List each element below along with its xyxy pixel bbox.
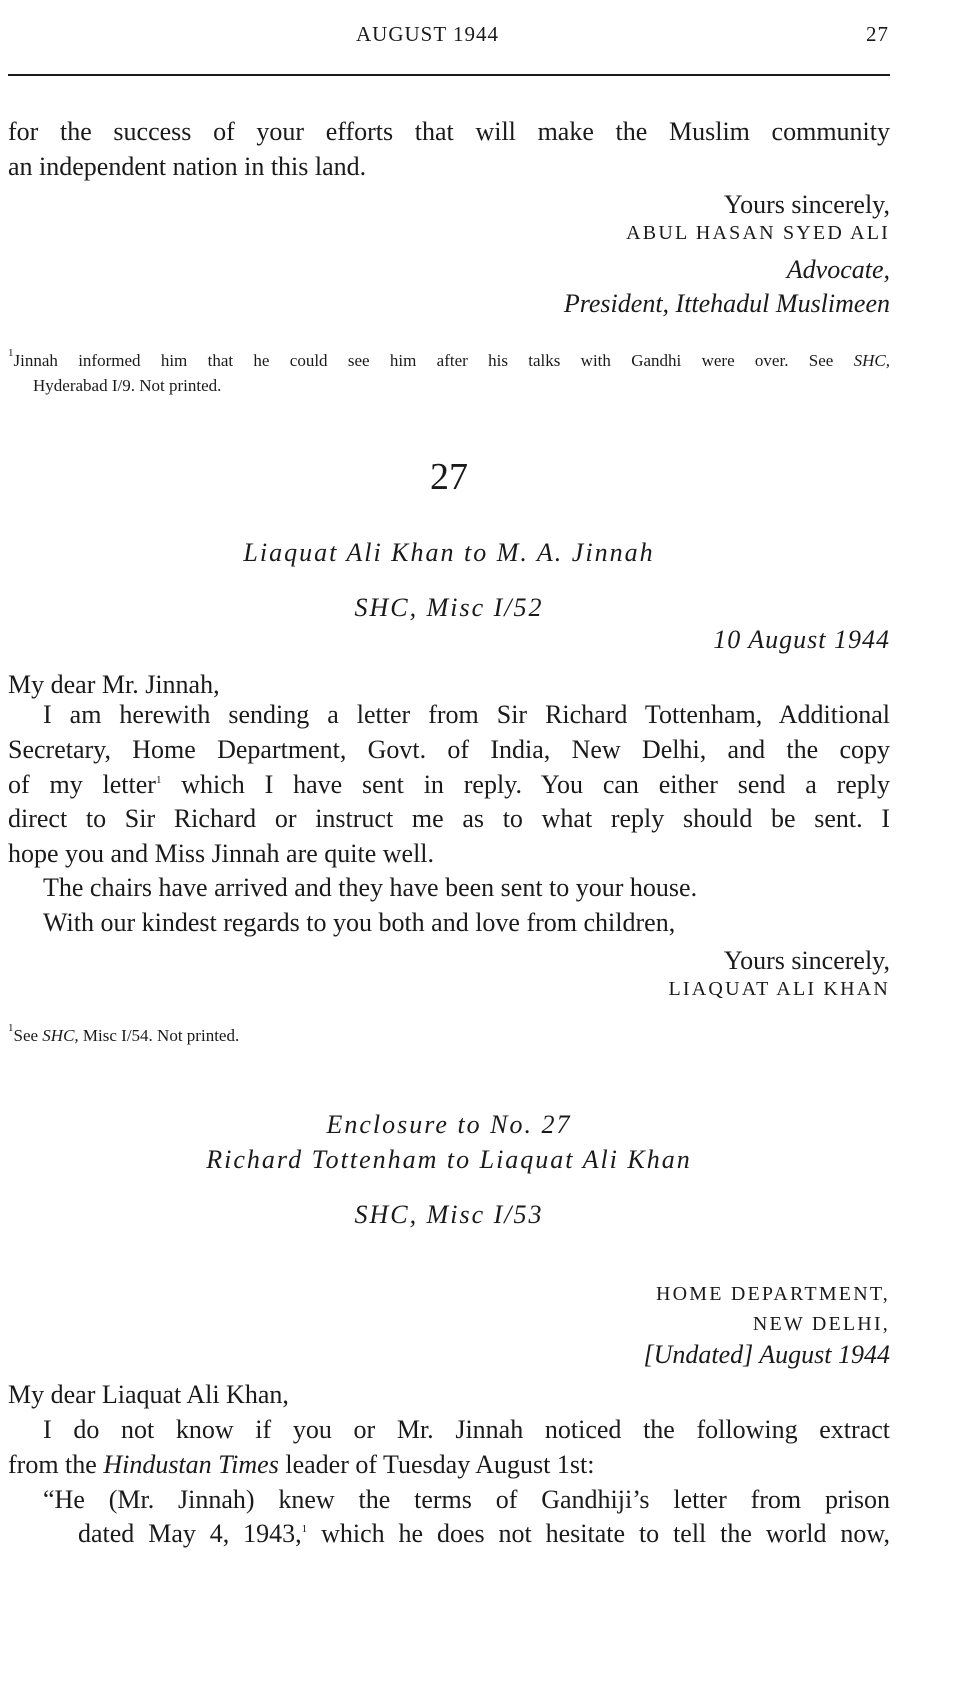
footnote-marker: 1	[301, 1523, 308, 1535]
page-number: 27	[866, 22, 889, 46]
body-line: I am herewith sending a letter from Sir Richard Tottenham, Additional	[43, 700, 890, 729]
salutation: My dear Liaquat Ali Khan,	[8, 1380, 289, 1409]
footnote-marker: 1	[155, 774, 162, 786]
body-text: of my letter	[8, 770, 156, 799]
footnote-ref: SHC,	[853, 351, 890, 370]
body-line: direct to Sir Richard or instruct me as to what reply should be sent. I	[8, 804, 890, 833]
document-title: Liaquat Ali Khan to M. A. Jinnah	[243, 538, 655, 567]
signatory-title: Advocate,	[786, 255, 890, 284]
quote-line	[78, 1516, 890, 1551]
footnote	[8, 1022, 240, 1047]
signatory: ABUL HASAN SYED ALI	[626, 222, 890, 244]
address-line: HOME DEPARTMENT,	[655, 1283, 890, 1305]
header-rule	[8, 74, 890, 76]
footnote-ref: SHC,	[42, 1026, 79, 1045]
enclosure-title: Richard Tottenham to Liaquat Ali Khan	[206, 1145, 692, 1174]
footnote-marker: 1	[8, 347, 14, 359]
date-undated: [Undated]	[643, 1340, 754, 1369]
footnote	[8, 347, 890, 372]
date-month: August 1944	[753, 1340, 890, 1369]
body-line: The chairs have arrived and they have been sent to your house.	[43, 873, 698, 902]
body-text: which he does not hesitate to tell the world now,	[307, 1519, 890, 1548]
enclosure-heading: Enclosure to No. 27	[326, 1110, 572, 1139]
body-line: hope you and Miss Jinnah are quite well.	[8, 839, 435, 868]
enclosure-source: SHC, Misc I/53	[354, 1200, 544, 1229]
body-text: which I have sent in reply. You can either send a reply	[161, 770, 890, 799]
running-header-title: AUGUST 1944	[356, 22, 500, 46]
signatory: LIAQUAT ALI KHAN	[668, 978, 890, 1000]
address-line: NEW DELHI,	[752, 1313, 890, 1335]
document-number: 27	[430, 456, 468, 498]
body-line: I do not know if you or Mr. Jinnah noticed the following extract	[43, 1415, 890, 1444]
body-line	[8, 1447, 594, 1482]
footnote-text: Misc I/54. Not printed.	[78, 1026, 240, 1045]
body-line: for the success of your efforts that will make the Muslim community	[8, 117, 890, 146]
footnote-text: Jinnah informed him that he could see him after his talks with Gandhi were over. See	[13, 351, 854, 370]
enclosure-date	[643, 1337, 890, 1372]
body-line: an independent nation in this land.	[8, 152, 367, 181]
body-text: dated May 4, 1943,	[78, 1519, 302, 1548]
document-date: 10 August 1944	[713, 625, 890, 654]
body-text: from the	[8, 1450, 104, 1479]
body-line	[8, 767, 890, 802]
document-source: SHC, Misc I/52	[354, 593, 544, 622]
body-line: With our kindest regards to you both and love from children,	[43, 908, 676, 937]
footnote-marker: 1	[8, 1022, 14, 1034]
body-line: Secretary, Home Department, Govt. of India, New Delhi, and the copy	[8, 735, 890, 764]
body-text: leader of Tuesday August 1st:	[278, 1450, 595, 1479]
closing: Yours sincerely,	[723, 946, 890, 975]
quote-line: “He (Mr. Jinnah) knew the terms of Gandhiji’s letter from prison	[43, 1485, 890, 1514]
salutation: My dear Mr. Jinnah,	[8, 670, 220, 699]
signatory-title: President, Ittehadul Muslimeen	[563, 289, 890, 318]
closing: Yours sincerely,	[723, 190, 890, 219]
footnote-text: See	[13, 1026, 43, 1045]
newspaper-name: Hindustan Times	[103, 1450, 279, 1479]
footnote-text: Hyderabad I/9. Not printed.	[33, 376, 222, 395]
